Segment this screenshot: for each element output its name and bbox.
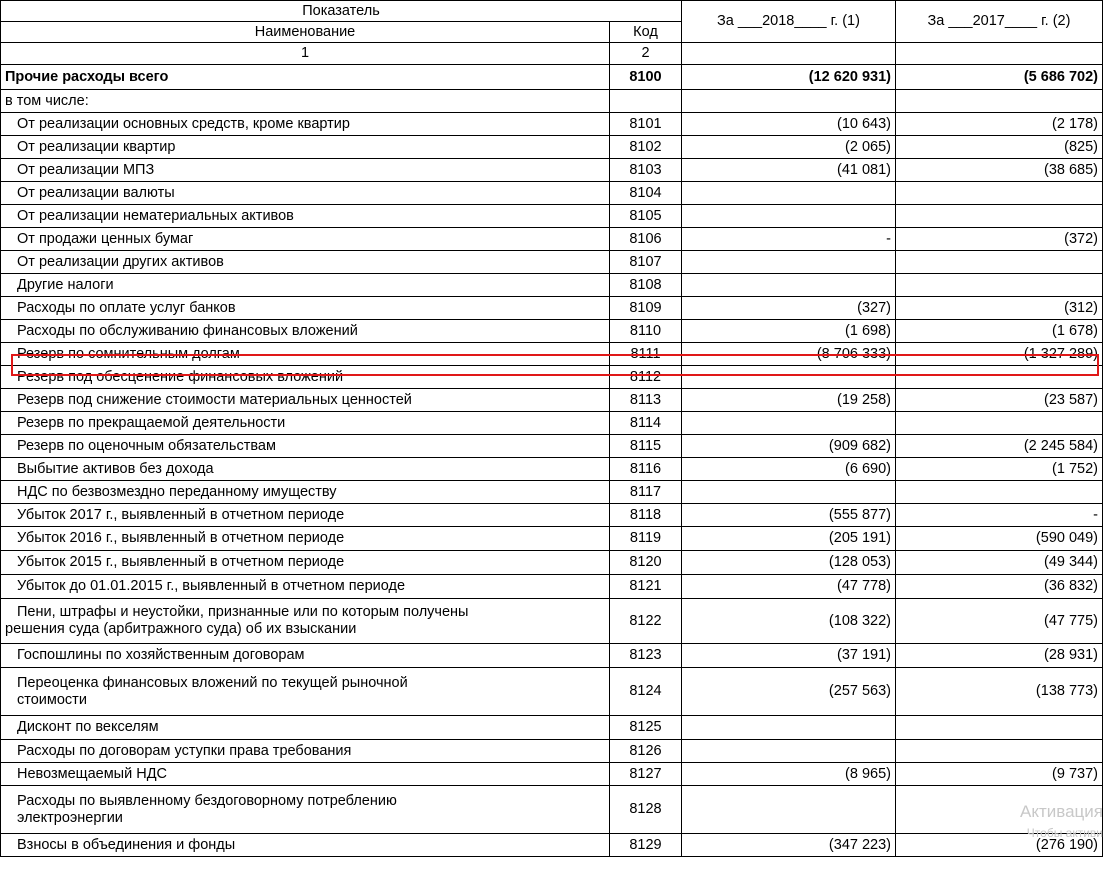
row-code: 8118 — [610, 504, 682, 527]
row-name: в том числе: — [1, 90, 610, 113]
row-value-2017 — [896, 205, 1103, 228]
table-row — [1, 458, 1103, 481]
row-value-2018: (10 643) — [682, 113, 896, 136]
row-code: 8113 — [610, 389, 682, 412]
row-name: Другие налоги — [1, 274, 610, 297]
row-name: Расходы по договорам уступки права требования — [1, 740, 610, 763]
row-code: 8116 — [610, 458, 682, 481]
row-name: Резерв под обесценение финансовых вложений — [1, 366, 610, 389]
row-value-2017: (590 049) — [896, 527, 1103, 551]
row-name: Убыток 2016 г., выявленный в отчетном периоде — [1, 527, 610, 551]
table-row — [1, 763, 1103, 786]
row-name: Убыток 2015 г., выявленный в отчетном периоде — [1, 551, 610, 575]
header-column-number-2017 — [896, 43, 1103, 65]
row-name — [1, 668, 610, 716]
activation-watermark-title: Активация — [1020, 802, 1103, 821]
row-code — [610, 90, 682, 113]
table-row — [1, 716, 1103, 740]
row-value-2017: (2 245 584) — [896, 435, 1103, 458]
row-code: 8107 — [610, 251, 682, 274]
row-value-2018 — [682, 274, 896, 297]
row-code: 8128 — [610, 786, 682, 834]
row-value-2017: - — [896, 504, 1103, 527]
row-name: Резерв под снижение стоимости материальных ценностей — [1, 389, 610, 412]
row-code: 8104 — [610, 182, 682, 205]
table-row — [1, 575, 1103, 599]
row-name: От продажи ценных бумаг — [1, 228, 610, 251]
row-name: Прочие расходы всего — [1, 65, 610, 90]
row-name-line-1: Расходы по выявленному бездоговорному потреблению — [17, 792, 397, 809]
row-value-2018: (909 682) — [682, 435, 896, 458]
row-name: От реализации валюты — [1, 182, 610, 205]
row-value-2018: (8 965) — [682, 763, 896, 786]
row-value-2018: (19 258) — [682, 389, 896, 412]
row-code: 8105 — [610, 205, 682, 228]
table-row — [1, 527, 1103, 551]
row-code: 8126 — [610, 740, 682, 763]
row-name: От реализации МПЗ — [1, 159, 610, 182]
table-row — [1, 366, 1103, 389]
row-code: 8115 — [610, 435, 682, 458]
row-value-2018 — [682, 182, 896, 205]
row-name-line-1: Пени, штрафы и неустойки, признанные или по которым получены — [17, 604, 469, 620]
header-column-number-name: 1 — [1, 43, 610, 65]
table-row — [1, 251, 1103, 274]
row-value-2018: (1 698) — [682, 320, 896, 343]
row-value-2018: (555 877) — [682, 504, 896, 527]
row-code: 8106 — [610, 228, 682, 251]
row-code: 8100 — [610, 65, 682, 90]
row-code: 8117 — [610, 481, 682, 504]
row-code: 8120 — [610, 551, 682, 575]
row-code: 8103 — [610, 159, 682, 182]
header-code: Код — [610, 22, 682, 43]
row-value-2017: (1 752) — [896, 458, 1103, 481]
header-name: Наименование — [1, 22, 610, 43]
row-value-2017 — [896, 90, 1103, 113]
row-value-2017: (372) — [896, 228, 1103, 251]
row-name-line-2: решения суда (арбитражного суда) об их взыскании — [5, 621, 357, 637]
row-name: Расходы по оплате услуг банков — [1, 297, 610, 320]
row-name: Резерв по прекращаемой деятельности — [1, 412, 610, 435]
row-value-2017: (47 775) — [896, 599, 1103, 644]
row-name: Убыток до 01.01.2015 г., выявленный в отчетном периоде — [1, 575, 610, 599]
row-value-2017 — [896, 412, 1103, 435]
row-value-2017 — [896, 716, 1103, 740]
table-row — [1, 504, 1103, 527]
row-value-2018 — [682, 205, 896, 228]
table-row — [1, 205, 1103, 228]
row-code: 8122 — [610, 599, 682, 644]
activation-watermark-text: Чтобы активи — [1026, 826, 1103, 840]
table-row — [1, 412, 1103, 435]
table-row — [1, 182, 1103, 205]
row-value-2018: (41 081) — [682, 159, 896, 182]
row-value-2017: (312) — [896, 297, 1103, 320]
row-value-2017: (28 931) — [896, 644, 1103, 668]
row-name: НДС по безвозмездно переданному имуществу — [1, 481, 610, 504]
header-indicator: Показатель — [1, 1, 682, 22]
row-value-2017 — [896, 366, 1103, 389]
row-code: 8127 — [610, 763, 682, 786]
row-name: От реализации других активов — [1, 251, 610, 274]
table-row — [1, 65, 1103, 90]
row-code: 8112 — [610, 366, 682, 389]
row-code: 8121 — [610, 575, 682, 599]
row-value-2017: (49 344) — [896, 551, 1103, 575]
row-name: От реализации нематериальных активов — [1, 205, 610, 228]
row-value-2017 — [896, 740, 1103, 763]
row-value-2018: (205 191) — [682, 527, 896, 551]
row-value-2018 — [682, 251, 896, 274]
row-value-2017 — [896, 274, 1103, 297]
row-code: 8123 — [610, 644, 682, 668]
row-code: 8124 — [610, 668, 682, 716]
table-row — [1, 90, 1103, 113]
row-value-2017: (5 686 702) — [896, 65, 1103, 90]
table-row — [1, 159, 1103, 182]
row-value-2018: (47 778) — [682, 575, 896, 599]
table-row-highlighted — [1, 343, 1103, 366]
row-value-2018: (257 563) — [682, 668, 896, 716]
row-value-2018 — [682, 716, 896, 740]
table-row — [1, 435, 1103, 458]
row-value-2018: - — [682, 228, 896, 251]
header-column-number-code: 2 — [610, 43, 682, 65]
row-value-2017: (1 678) — [896, 320, 1103, 343]
row-name: Невозмещаемый НДС — [1, 763, 610, 786]
row-value-2017: (138 773) — [896, 668, 1103, 716]
row-code: 8101 — [610, 113, 682, 136]
row-value-2018: (6 690) — [682, 458, 896, 481]
table-row — [1, 599, 1103, 644]
row-name: Расходы по обслуживанию финансовых вложений — [1, 320, 610, 343]
row-code: 8109 — [610, 297, 682, 320]
row-value-2018: (108 322) — [682, 599, 896, 644]
row-value-2017: (38 685) — [896, 159, 1103, 182]
row-value-2017: (276 190) — [896, 834, 1103, 857]
table-row — [1, 644, 1103, 668]
row-value-2018: (37 191) — [682, 644, 896, 668]
table-row — [1, 834, 1103, 857]
row-name — [1, 786, 610, 834]
row-value-2018 — [682, 366, 896, 389]
row-value-2017: (825) — [896, 136, 1103, 159]
row-value-2018: (327) — [682, 297, 896, 320]
row-value-2018: (2 065) — [682, 136, 896, 159]
table-row — [1, 113, 1103, 136]
row-name — [1, 599, 610, 644]
row-value-2018: (128 053) — [682, 551, 896, 575]
row-name: Резерв по сомнительным долгам — [1, 343, 610, 366]
row-value-2018 — [682, 786, 896, 834]
table-row — [1, 668, 1103, 716]
row-code: 8114 — [610, 412, 682, 435]
row-name: Выбытие активов без дохода — [1, 458, 610, 481]
header-column-number-2018 — [682, 43, 896, 65]
row-name-line-2: электроэнергии — [17, 809, 123, 826]
row-value-2017: (2 178) — [896, 113, 1103, 136]
row-code: 8125 — [610, 716, 682, 740]
row-value-2017 — [896, 481, 1103, 504]
header-period-2017: За ___2017____ г. (2) — [896, 1, 1103, 43]
row-name: От реализации основных средств, кроме квартир — [1, 113, 610, 136]
row-code: 8119 — [610, 527, 682, 551]
row-value-2018: (12 620 931) — [682, 65, 896, 90]
header-period-2018: За ___2018____ г. (1) — [682, 1, 896, 43]
table-row — [1, 136, 1103, 159]
row-code: 8108 — [610, 274, 682, 297]
row-code: 8110 — [610, 320, 682, 343]
row-name: Взносы в объединения и фонды — [1, 834, 610, 857]
table-row — [1, 481, 1103, 504]
row-value-2018: (347 223) — [682, 834, 896, 857]
row-value-2017 — [896, 251, 1103, 274]
row-name: От реализации квартир — [1, 136, 610, 159]
row-name: Резерв по оценочным обязательствам — [1, 435, 610, 458]
row-name: Убыток 2017 г., выявленный в отчетном периоде — [1, 504, 610, 527]
row-value-2018 — [682, 740, 896, 763]
row-value-2018 — [682, 90, 896, 113]
row-value-2017: (1 327 289) — [896, 343, 1103, 366]
table-row — [1, 274, 1103, 297]
row-name: Дисконт по векселям — [1, 716, 610, 740]
row-value-2018 — [682, 481, 896, 504]
row-value-2018 — [682, 412, 896, 435]
row-value-2017: (36 832) — [896, 575, 1103, 599]
row-code: 8129 — [610, 834, 682, 857]
table-row — [1, 551, 1103, 575]
row-name: Госпошлины по хозяйственным договорам — [1, 644, 610, 668]
table-row — [1, 740, 1103, 763]
table-row — [1, 389, 1103, 412]
table-row — [1, 320, 1103, 343]
row-name-line-1: Переоценка финансовых вложений по текущей рыночной — [17, 674, 408, 691]
row-value-2017: (9 737) — [896, 763, 1103, 786]
row-code: 8102 — [610, 136, 682, 159]
table-row — [1, 786, 1103, 834]
row-value-2018: (8 706 333) — [682, 343, 896, 366]
row-code: 8111 — [610, 343, 682, 366]
row-value-2017: (23 587) — [896, 389, 1103, 412]
row-value-2017 — [896, 182, 1103, 205]
row-name-line-2: стоимости — [17, 691, 87, 708]
table-row — [1, 228, 1103, 251]
table-row — [1, 297, 1103, 320]
